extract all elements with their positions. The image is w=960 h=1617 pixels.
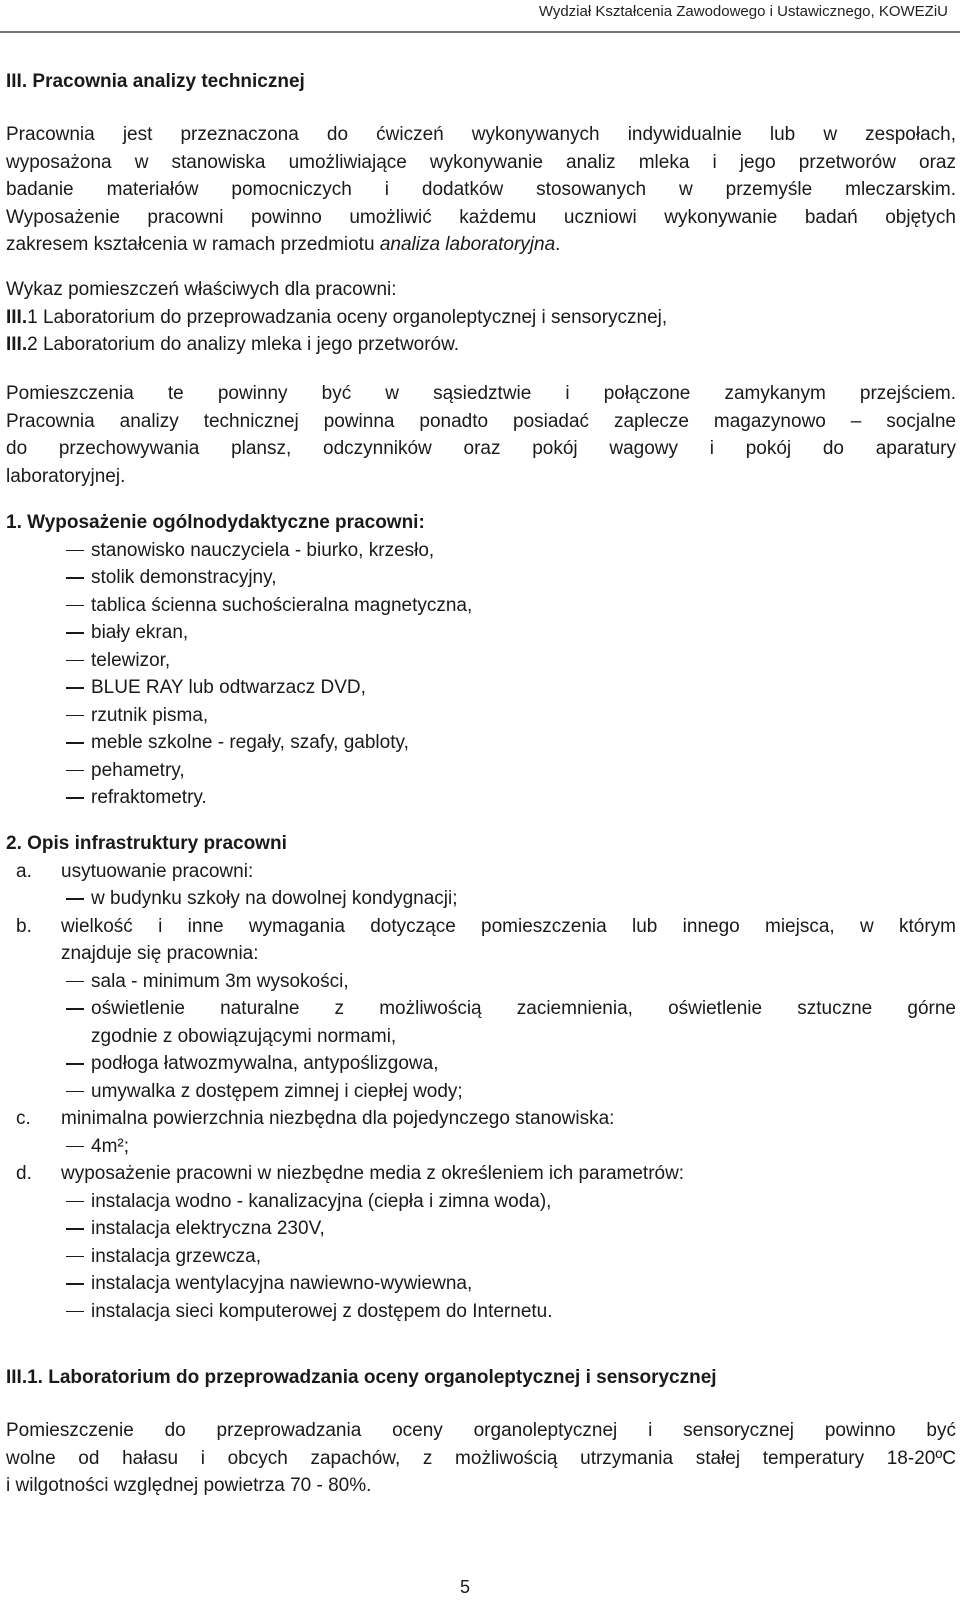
requirement-b	[6, 913, 956, 941]
room-code: III.	[6, 306, 28, 328]
room-number: 1	[27, 306, 38, 328]
room-text: Laboratorium do przeprowadzania oceny organoleptycznej i sensorycznej,	[37, 306, 668, 328]
list-item: BLUE RAY lub odtwarzacz DVD,	[6, 674, 956, 702]
intro-paragraph	[6, 121, 956, 259]
list-item-text: oświetlenie naturalne z możliwością zaciemnienia, oświetlenie sztuczne górne	[91, 998, 956, 1019]
adjacency-line: laboratoryjnej.	[6, 465, 126, 487]
list-item: instalacja sieci komputerowej z dostępem do Internetu.	[6, 1298, 956, 1326]
requirement-text: usytuowanie pracowni:	[61, 860, 254, 882]
requirement-d	[6, 1160, 956, 1188]
list-item: sala - minimum 3m wysokości,	[6, 968, 956, 996]
requirement-b-cont	[6, 940, 956, 968]
list-item: biały ekran,	[6, 619, 956, 647]
list-item: w budynku szkoły na dowolnej kondygnacji;	[6, 885, 956, 913]
room-number: 2	[27, 334, 38, 355]
page-header: Wydział Kształcenia Zawodowego i Ustawicznego, KOWEZiU	[538, 3, 948, 20]
list-item: instalacja wentylacyjna nawiewno-wywiewna,	[6, 1270, 956, 1298]
list-item: pehametry,	[6, 757, 956, 785]
equipment-section	[6, 509, 956, 812]
equipment-heading: 1. Wyposażenie ogólnodydaktyczne pracowni:	[6, 512, 425, 533]
subsection-paragraph	[6, 1417, 956, 1500]
adjacency-line: do przechowywania plansz, odczynników oraz pokój wagowy i pokój do aparatury	[6, 438, 956, 459]
subsection-block	[6, 1364, 956, 1392]
item-letter: d.	[16, 1163, 32, 1184]
infrastructure-heading: 2. Opis infrastruktury pracowni	[6, 833, 287, 854]
adjacency-paragraph	[6, 380, 956, 490]
subsection-line: i wilgotności względnej powietrza 70 - 80%.	[6, 1475, 372, 1496]
list-item: podłoga łatwozmywalna, antypoślizgowa,	[6, 1050, 956, 1078]
room-item-1	[6, 304, 956, 332]
intro-line	[6, 231, 956, 259]
list-item-text: zgodnie z obowiązującymi normami,	[91, 1025, 397, 1047]
list-item: rzutnik pisma,	[6, 702, 956, 730]
item-letter: c.	[16, 1108, 31, 1129]
equipment-list	[6, 537, 956, 812]
list-item	[6, 995, 956, 1050]
list-item: meble szkolne - regały, szafy, gabloty,	[6, 729, 956, 757]
section-title-block	[6, 68, 956, 96]
intro-period: .	[555, 234, 561, 255]
section-title: III. Pracownia analizy technicznej	[6, 71, 305, 92]
list-item: stanowisko nauczyciela - biurko, krzesło,	[6, 537, 956, 565]
subsection-line: wolne od hałasu i obcych zapachów, z możliwością utrzymania stałej temperatury 18-20ºC	[6, 1447, 956, 1469]
requirement-b-list	[6, 968, 956, 1106]
room-text: Laboratorium do analizy mleka i jego przetworów.	[37, 334, 460, 355]
item-letter: b.	[16, 915, 32, 937]
intro-text: zakresem kształcenia w ramach przedmiotu	[6, 234, 380, 255]
intro-line: wyposażona w stanowiska umożliwiające wykonywanie analiz mleka i jego przetworów oraz	[6, 151, 956, 173]
requirement-a	[6, 858, 956, 886]
adjacency-line: Pomieszczenia te powinny być w sąsiedztwie i połączone zamykanym przejściem.	[6, 383, 956, 404]
subsection-title: III.1. Laboratorium do przeprowadzania oceny organoleptycznej i sensorycznej	[6, 1367, 717, 1388]
header-rule	[0, 31, 960, 33]
list-item: telewizor,	[6, 647, 956, 675]
adjacency-line: Pracownia analizy technicznej powinna ponadto posiadać zaplecze magazynowo – socjalne	[6, 410, 956, 432]
requirement-text: wyposażenie pracowni w niezbędne media z określeniem ich parametrów:	[61, 1163, 685, 1184]
list-item: refraktometry.	[6, 784, 956, 812]
subsection-line: Pomieszczenie do przeprowadzania oceny organoleptycznej i sensorycznej powinno być	[6, 1420, 956, 1441]
list-item: 4m²;	[6, 1133, 956, 1161]
intro-line: Pracownia jest przeznaczona do ćwiczeń wykonywanych indywidualnie lub w zespołach,	[6, 124, 956, 145]
list-item: stolik demonstracyjny,	[6, 564, 956, 592]
room-code: III.	[6, 334, 28, 355]
list-item: instalacja elektryczna 230V,	[6, 1215, 956, 1243]
subject-name: analiza laboratoryjna	[379, 234, 556, 255]
intro-line: badanie materiałów pomocniczych i dodatków stosowanych w przemyśle mleczarskim.	[6, 179, 956, 200]
requirement-c-list	[6, 1133, 956, 1161]
requirement-a-list	[6, 885, 956, 913]
page-number: 5	[459, 1577, 470, 1597]
requirement-d-list	[6, 1188, 956, 1326]
requirement-text: minimalna powierzchnia niezbędna dla pojedynczego stanowiska:	[61, 1108, 615, 1129]
item-letter: a.	[16, 860, 32, 882]
rooms-block	[6, 276, 956, 359]
requirement-text: wielkość i inne wymagania dotyczące pomieszczenia lub innego miejsca, w którym	[61, 915, 956, 937]
list-item: instalacja grzewcza,	[6, 1243, 956, 1271]
intro-line: Wyposażenie pracowni powinno umożliwić każdemu uczniowi wykonywanie badań objętych	[6, 206, 956, 228]
list-item: umywalka z dostępem zimnej i ciepłej wody;	[6, 1078, 956, 1106]
infrastructure-section	[6, 830, 956, 1325]
list-item: instalacja wodno - kanalizacyjna (ciepła i zimna woda),	[6, 1188, 956, 1216]
rooms-heading: Wykaz pomieszczeń właściwych dla pracowni:	[6, 279, 397, 300]
list-item: tablica ścienna suchościeralna magnetyczna,	[6, 592, 956, 620]
room-item-2	[6, 331, 956, 359]
requirement-c	[6, 1105, 956, 1133]
requirement-text: znajduje się pracownia:	[61, 943, 259, 964]
